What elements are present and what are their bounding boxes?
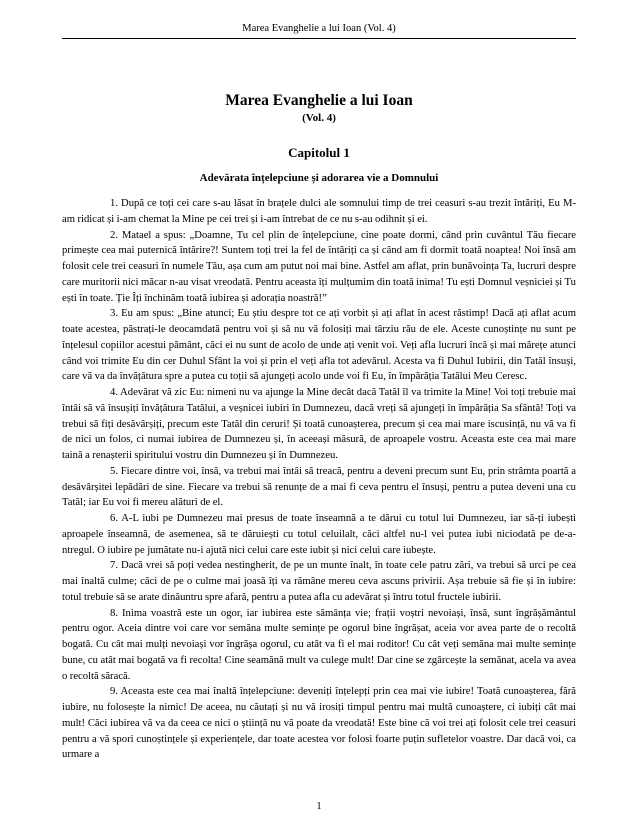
document-subtitle: (Vol. 4) bbox=[302, 112, 336, 124]
paragraph-7: 7. Dacă vrei să poți vedea nestingherit, de pe un munte înalt, în toate cele patru zări, va trebui să urci pe cea mai înaltă culme; căci de pe o culme mai joasă îți va rămâne mereu ceva ascuns privirii. Așa trebuie să fie și în iubire: totul trebuie să se arate dinăuntru spre afară, pentru a putea afla cu adevărat și întru totul fructele iubirii. bbox=[62, 560, 576, 603]
chapter-subtitle: Adevărata înțelepciune și adorarea vie a Domnului bbox=[199, 172, 439, 184]
paragraph-1: 1. După ce toți cei care s-au lăsat în brațele dulci ale somnului timp de trei ceasuri s-au trezit întăriți, Eu M-am ridicat și i-am chemat la Mine pe cei trei și i-am întrebat de ce nu s-au odihnit și ei. bbox=[62, 198, 576, 225]
paragraph-2: 2. Matael a spus: „Doamne, Tu cel plin de înțelepciune, cine poate dormi, când prin cuvântul Tău fiecare primește cea mai puternică întărire?! Suntem toți trei la fel de întăriți ca și când am fi dormit toată noaptea! Noi însă am folosit cele trei ceasuri în numele Tău, așa cum am putut noi mai bine. Astfel am aflat, prin bunăvoința Ta, lucruri despre care muritorii nici măcar n-au visat vreodată. Pentru aceasta îți mulțumim din toată inima! Tu ești Domnul veșniciei și Tu ești în toate. Ție Îți închinăm toată iubirea și adorația noastră!” bbox=[62, 229, 576, 304]
paragraph-9: 9. Aceasta este cea mai înaltă înțelepciune: deveniți înțelepți prin cea mai vie iubire! Toată cunoașterea, fără iubire, nu folosește la nimic! De aceea, nu căutați și nu vă irosiți timpul pentru mai multă cunoaștere, ci iubiți cât mai mult! Căci iubirea vă va da ceea ce nici o știință nu vă poate da vreodată! Este bine că voi trei ați folosit cele trei ceasuri pentru a vă spori cunoștințele și experiențele, dar toate acestea vor folosi foarte puțin sufletelor voastre. Dar dacă voi, ca urmare a bbox=[62, 686, 576, 761]
paragraph-8: 8. Inima voastră este un ogor, iar iubirea este sămânța vie; frații voștri nevoiași, însă, sunt îngrășământul pentru ogor. Aceia dintre voi care vor semăna multe semințe pe ogorul bine îngrășat, aceia vor avea parte de o recoltă bogată. Cu cât mai mulți nevoiași vor îngrășa ogorul, cu atât va fi el mai roditor! Cu cât veți semăna mai multe semințe bune, cu atât mai bogată va fi recolta! Cine seamănă mult va culege mult! Dar cine se zgârcește la semănat, acela va avea o recoltă săracă. bbox=[62, 607, 576, 682]
document-title: Marea Evanghelie a lui Ioan bbox=[225, 92, 413, 109]
chapter-title: Capitolul 1 bbox=[288, 145, 350, 160]
body-text bbox=[62, 196, 576, 794]
paragraph-3: 3. Eu am spus: „Bine atunci; Eu știu despre tot ce ați vorbit și ați aflat în acest răstimp! Dacă ați aflat acum toate acestea, păstrați-le deocamdată pentru voi și să nu vă folosiți mai târziu rău de ele. Aceste cunoștințe nu sunt pe înțelesul copiilor acestui pământ, căci ei nu sunt de acolo de unde ați venit voi. Veți afla lucruri încă și mai mărețe atunci când voi trimite Eu din cer Duhul Sfânt la voi și prin el veți afla tot adevărul. Acesta va fi Duhul Iubirii, din Tatăl însuși, care vă va da învățătura spre a putea cu toții să ajungeți acolo unde voi fi Eu, în împărăția Tatălui Meu Ceresc. bbox=[62, 308, 576, 383]
page-number: 1 bbox=[316, 801, 322, 812]
running-header: Marea Evanghelie a lui Ioan (Vol. 4) bbox=[242, 23, 396, 34]
header-rule bbox=[62, 38, 576, 39]
paragraph-5: 5. Fiecare dintre voi, însă, va trebui mai întâi să treacă, pentru a deveni precum sunt Eu, prin strâmta poartă a desăvârșitei lepădări de sine. Fiecare va trebui să renunțe de a mai fi ceva pentru el însuși, pentru a putea deveni una cu Tatăl; iar Eu voi fi mereu alături de el. bbox=[62, 465, 576, 509]
paragraph-4: 4. Adevărat vă zic Eu: nimeni nu va ajunge la Mine decât dacă Tatăl îl va trimite la Mine! Voi toți trebuie mai întâi să vă însușiți învățătura Tatălui, a veșnicei iubiri în Dumnezeu, dacă vreți să ajungeți în împărăția Sa sfântă! Toți va trebui să fiți desăvârșiți, precum este Tatăl din ceruri! Și toată cunoașterea, precum și cea mai mare iscusință, nu vă va fi de nici un folos, ci numai iubirea de Dumnezeu și, în aceeași măsură, de aproapele vostru. Aceasta este cea mai mare taină a renașterii spiritului vostru din Dumnezeu și în Dumnezeu. bbox=[62, 387, 576, 461]
paragraph-6: 6. A-L iubi pe Dumnezeu mai presus de toate înseamnă a te dărui cu totul lui Dumnezeu, iar să-ți iubești aproapele înseamnă, de asemenea, să te dăruiești cu totul celuilalt, căci altfel nu-l vei putea iubi niciodată pe de-a-ntregul. O iubire pe jumătate nu-i ajută nici celui care este iubit și nici celui care iubește. bbox=[62, 513, 576, 556]
